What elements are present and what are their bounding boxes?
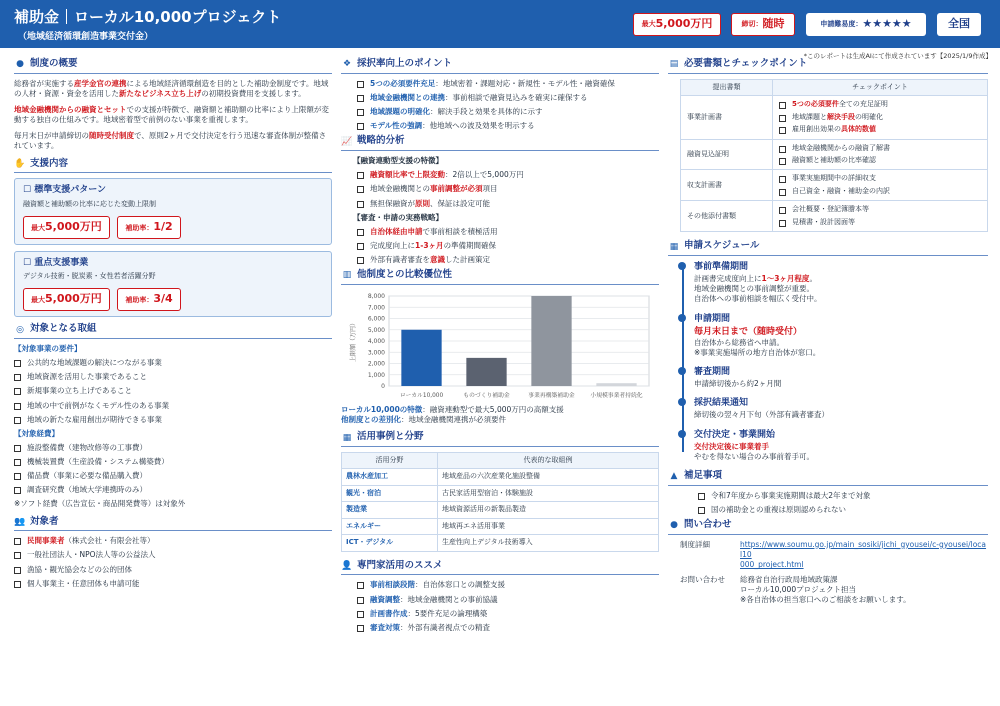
point-item: 5つの必須要件充足：地域密着・課題対応・新規性・モデル性・融資確保 bbox=[357, 79, 659, 89]
overview-paragraph-1: 総務省が実施する産学金官の連携による地域経済循環創造を目的とした補助金制度です。地域の人材・資源・資金を活用した新たなビジネス立ち上げの初期投資費用を支援します。 bbox=[14, 78, 329, 98]
checkbox[interactable] bbox=[357, 257, 364, 264]
people-icon: 👥 bbox=[14, 516, 26, 527]
comparison-line-1: ローカル10,000の特徴：融資連動型で最大5,000万円の高額支援 bbox=[341, 404, 564, 414]
x-tick-label: ローカル10,000 bbox=[399, 392, 444, 399]
checkbox[interactable] bbox=[14, 360, 21, 367]
grid-icon: ▦ bbox=[342, 432, 352, 443]
checkbox[interactable] bbox=[357, 186, 364, 193]
table-row: その他添付書類 会社概要・登記簿謄本等 見積書・設計図面等 bbox=[681, 201, 988, 232]
comparison-chart bbox=[341, 290, 659, 402]
strategy-item: 地域金融機関との事前調整が必須項目 bbox=[357, 184, 659, 194]
checkbox[interactable] bbox=[14, 445, 21, 452]
check-item: 雇用創出効果の具体的数値 bbox=[779, 125, 981, 134]
bulb-icon: ❖ bbox=[342, 59, 352, 70]
check-item: 地域課題と解決手段の明確化 bbox=[779, 113, 981, 122]
checkbox[interactable] bbox=[14, 388, 21, 395]
bar bbox=[596, 383, 636, 386]
timeline-step: 申請期間 毎月末日まで（随時受付） 自治体から総務省へ申請。 ※事業実施場所の地方自治体が窓口。 bbox=[694, 313, 988, 359]
detail-link[interactable]: https://www.soumu.go.jp/main_sosiki/jichi_gyousei/c-gyousei/local10 000_project.html bbox=[740, 539, 987, 570]
checkbox[interactable] bbox=[357, 95, 364, 102]
documents-col-check: チェックポイント bbox=[773, 79, 988, 95]
contact-heading: ● 問い合わせ bbox=[668, 519, 988, 535]
page-title: 補助金 ローカル10,000プロジェクト bbox=[14, 8, 282, 26]
warning-icon: ▲ bbox=[670, 471, 678, 482]
deadline-badge: 締切： 随時 bbox=[731, 13, 795, 36]
difficulty-badge: 申請難易度： ★★★★★ bbox=[806, 13, 926, 36]
applicants-heading: 👥 対象者 bbox=[14, 516, 332, 532]
checkbox[interactable] bbox=[779, 207, 786, 214]
expert-item: 計画書作成：5要件充足の論理構築 bbox=[357, 609, 659, 619]
checkbox[interactable] bbox=[14, 473, 21, 480]
check-item: 事業実施期間中の詳細収支 bbox=[779, 174, 981, 183]
x-tick-label: ものづくり補助金 bbox=[463, 392, 510, 399]
table-row: 製造業 地域資源活用の新製品製造 bbox=[342, 502, 659, 518]
schedule-heading: ▦ 申請スケジュール bbox=[668, 240, 988, 256]
contact-inquiry-row: お問い合わせ 総務省自治行政局地域政策課 ローカル10,000プロジェクト担当 ※各自治体の担当窓口へのご相談をお願いします。 bbox=[680, 575, 911, 605]
targets-heading: ◎ 対象となる取組 bbox=[14, 323, 332, 339]
pattern-amount: 最大5,000万円 bbox=[23, 288, 110, 311]
pattern-rate: 補助率：1/2 bbox=[117, 216, 180, 239]
point-item: 地域課題の明確化：解決手段と効果を具体的に示す bbox=[357, 107, 659, 117]
strategy-group-1: 【融資連動型支援の特徴】 bbox=[353, 156, 443, 166]
schedule-timeline bbox=[676, 261, 988, 462]
calendar-icon: ▦ bbox=[669, 241, 679, 252]
expense-item: 施設整備費（建物改修等の工事費） bbox=[14, 443, 332, 453]
checkbox[interactable] bbox=[357, 201, 364, 208]
x-tick-label: 小規模事業者持続化 bbox=[590, 392, 643, 399]
documents-table bbox=[680, 79, 988, 232]
pattern-title: ☐ 重点支援事業 bbox=[23, 257, 89, 268]
page-subtitle: （地域経済循環創造事業交付金） bbox=[18, 32, 154, 42]
checkbox[interactable] bbox=[14, 567, 21, 574]
cases-table bbox=[341, 452, 659, 552]
documents-heading: ▤ 必要書類とチェックポイント bbox=[668, 58, 988, 74]
table-row: 事業計画書 5つの必須要件全ての充足証明 地域課題と解決手段の明確化 雇用創出効果の具体的数値 bbox=[681, 96, 988, 139]
checkbox[interactable] bbox=[357, 611, 364, 618]
overview-heading: ● 制度の概要 bbox=[14, 58, 332, 74]
checkbox[interactable] bbox=[14, 459, 21, 466]
strategy-heading: 📈 戦略的分析 bbox=[341, 135, 659, 151]
checkbox[interactable] bbox=[357, 597, 364, 604]
support-pattern-standard bbox=[14, 178, 332, 244]
cases-heading: ▦ 活用事例と分野 bbox=[341, 431, 659, 447]
y-tick-label: 3,000 bbox=[367, 349, 385, 357]
checkbox[interactable] bbox=[779, 176, 786, 183]
table-row: 観光・宿泊 古民家活用型宿泊・体験施設 bbox=[342, 485, 659, 501]
support-heading: ✋ 支援内容 bbox=[14, 158, 332, 174]
target-icon: ◎ bbox=[16, 324, 24, 335]
timeline-dot bbox=[678, 367, 686, 375]
points-heading: ❖ 採択率向上のポイント bbox=[341, 58, 659, 74]
column-left bbox=[14, 58, 332, 593]
expense-note: ※ソフト経費（広告宣伝・商品開発費等）は対象外 bbox=[14, 499, 186, 509]
comparison-heading: ▥ 他制度との比較優位性 bbox=[341, 269, 659, 285]
expert-item: 審査対策：外部有識者視点での精査 bbox=[357, 623, 659, 633]
document-icon: ▤ bbox=[669, 59, 679, 70]
points-list bbox=[341, 79, 659, 132]
expense-item: 調査研究費（地域大学連携時のみ） bbox=[14, 485, 332, 495]
checkbox[interactable] bbox=[357, 172, 364, 179]
check-item: 会社概要・登記簿謄本等 bbox=[779, 205, 981, 214]
column-right bbox=[668, 58, 988, 611]
comparison-line-2: 他制度との差別化：地域金融機関連携が必須要件 bbox=[341, 415, 506, 425]
strategy-item: 完成度向上に1-3ヶ月の準備期間確保 bbox=[357, 241, 659, 251]
table-row: エネルギー 地域再エネ活用事業 bbox=[342, 518, 659, 534]
y-tick-label: 2,000 bbox=[367, 360, 385, 368]
checkbox[interactable] bbox=[698, 493, 705, 500]
checkbox[interactable] bbox=[14, 552, 21, 559]
expense-item: 機械装置費（生産設備・システム構築費） bbox=[14, 457, 332, 467]
bar bbox=[531, 296, 571, 386]
support-pattern-priority bbox=[14, 251, 332, 317]
y-tick-label: 1,000 bbox=[367, 371, 385, 379]
bar-chart-icon: ▥ bbox=[342, 270, 352, 281]
column-middle bbox=[341, 58, 659, 637]
checkbox[interactable] bbox=[357, 109, 364, 116]
timeline-step: 審査期間 申請締切後から約2ヶ月間 bbox=[694, 366, 988, 389]
expense-item: 備品費（事業に必要な備品購入費） bbox=[14, 471, 332, 481]
checkbox[interactable] bbox=[14, 538, 21, 545]
checkbox[interactable] bbox=[14, 581, 21, 588]
max-amount-badge: 最大 5,000万円 bbox=[633, 13, 721, 36]
check-item: 見積書・設計図面等 bbox=[779, 218, 981, 227]
strategy-item: 融資額比率で上限変動：2倍以上で5,000万円 bbox=[357, 170, 659, 180]
table-row: ICT・デジタル 生産性向上デジタル技術導入 bbox=[342, 535, 659, 551]
y-axis-label: 上限額（万円） bbox=[350, 319, 357, 362]
checkbox[interactable] bbox=[357, 81, 364, 88]
checkbox[interactable] bbox=[357, 625, 364, 632]
y-tick-label: 5,000 bbox=[367, 326, 385, 334]
table-row: 農林水産加工 地域産品の六次産業化施設整備 bbox=[342, 469, 659, 485]
bar bbox=[401, 330, 441, 386]
y-tick-label: 7,000 bbox=[367, 304, 385, 312]
info-icon: ● bbox=[16, 59, 24, 70]
timeline-dot bbox=[678, 314, 686, 322]
supplement-list bbox=[668, 491, 988, 515]
supplement-item: 国の補助金との重複は原則認められない bbox=[698, 505, 988, 515]
supplement-item: 令和7年度から事業実施期間は最大2年まで対象 bbox=[698, 491, 988, 501]
checkbox[interactable] bbox=[779, 102, 786, 109]
applicant-item: 個人事業主・任意団体も申請可能 bbox=[14, 579, 332, 589]
requirement-item: 新規事業の立ち上げであること bbox=[14, 386, 332, 396]
y-tick-label: 0 bbox=[381, 382, 385, 390]
requirement-item: 地域の新たな雇用創出が期待できる事業 bbox=[14, 415, 332, 425]
checkbox[interactable] bbox=[357, 582, 364, 589]
checkbox[interactable] bbox=[14, 417, 21, 424]
requirements-heading: 【対象事業の要件】 bbox=[14, 344, 82, 354]
checkbox[interactable] bbox=[14, 403, 21, 410]
cases-col-example: 代表的な取組例 bbox=[438, 453, 659, 469]
check-item: 融資額と補助額の比率確認 bbox=[779, 156, 981, 165]
ai-note: *このレポートは生成AIにて作成されています【2025/1/9作成】 bbox=[803, 52, 992, 60]
table-row: 収支計画書 事業実施期間中の詳細収支 自己資金・融資・補助金の内訳 bbox=[681, 170, 988, 201]
timeline-dot bbox=[678, 430, 686, 438]
timeline-dot bbox=[678, 262, 686, 270]
strategy-item: 外部有識者審査を意識した計画策定 bbox=[357, 255, 659, 265]
cases-col-field: 活用分野 bbox=[342, 453, 438, 469]
checkbox[interactable] bbox=[14, 487, 21, 494]
supplement-heading: ▲ 補足事項 bbox=[668, 470, 988, 486]
overview-paragraph-3: 毎月末日が申請締切の随時受付制度で、原則2ヶ月で交付決定を行う迅速な審査体制が整備されています。 bbox=[14, 131, 327, 151]
strategy-group-2: 【審査・申請の実務戦略】 bbox=[353, 212, 443, 222]
checkbox[interactable] bbox=[357, 243, 364, 250]
strategy-item: 無担保融資が原則、保証は設定可能 bbox=[357, 199, 659, 209]
y-tick-label: 6,000 bbox=[367, 315, 385, 323]
applicant-item: 民間事業者 （株式会社・有限会社等） bbox=[14, 536, 332, 546]
timeline-line bbox=[682, 267, 684, 452]
overview-paragraph-2: 地域金融機関からの融資とセットでの支援が特徴で、融資額と補助額の比率により上限額が変動する独自の仕組みです。地域密着型で前例のない事業を重視します。 bbox=[14, 105, 329, 125]
checkbox[interactable] bbox=[779, 189, 786, 196]
checkbox[interactable] bbox=[14, 374, 21, 381]
expert-item: 事前相談段階：自治体窓口との調整支援 bbox=[357, 580, 659, 590]
y-tick-label: 8,000 bbox=[367, 292, 385, 300]
strategy-item: 自治体経由申請で事前相談を積極活用 bbox=[357, 227, 659, 237]
timeline-step: 採択結果通知 締切後の翌々月下旬（外部有識者審査） bbox=[694, 397, 988, 420]
applicant-item: 漁協・観光協会などの公的団体 bbox=[14, 565, 332, 575]
checkbox[interactable] bbox=[357, 229, 364, 236]
check-item: 5つの必須要件全ての充足証明 bbox=[779, 100, 981, 109]
documents-col-doc: 提出書類 bbox=[681, 79, 773, 95]
expenses-heading: 【対象経費】 bbox=[14, 428, 59, 438]
checkbox[interactable] bbox=[698, 507, 705, 514]
point-item: 地域金融機関との連携：事前相談で融資見込みを確実に確保する bbox=[357, 93, 659, 103]
applicant-item: 一般社団法人・NPO法人等の公益法人 bbox=[14, 550, 332, 560]
checkbox[interactable] bbox=[357, 123, 364, 130]
experts-list bbox=[341, 580, 659, 633]
handshake-icon: ✋ bbox=[14, 158, 26, 169]
checkbox[interactable] bbox=[779, 127, 786, 134]
pattern-title: ☐ 標準支援パターン bbox=[23, 185, 107, 196]
checkbox[interactable] bbox=[779, 158, 786, 165]
requirement-item: 地域資源を活用した事業であること bbox=[14, 372, 332, 382]
pattern-amount: 最大5,000万円 bbox=[23, 216, 110, 239]
pattern-desc: 融資額と補助額の比率に応じた変動上限制 bbox=[23, 199, 156, 208]
checkbox[interactable] bbox=[779, 146, 786, 153]
chart-line-icon: 📈 bbox=[341, 136, 353, 147]
checkbox[interactable] bbox=[779, 220, 786, 227]
table-row: 融資見込証明 地域金融機関からの融資了解書 融資額と補助額の比率確認 bbox=[681, 139, 988, 170]
contact-detail-row: 制度詳細 https://www.soumu.go.jp/main_sosiki/jichi_gyousei/c-gyousei/local10 000_project.html bbox=[680, 539, 987, 570]
timeline-step: 事前準備期間 計画書完成度向上に1〜3ヶ月程度。 地域金融機関との事前調整が重要。 自治体への事前相談を幅広く受付中。 bbox=[694, 261, 988, 305]
check-item: 地域金融機関からの融資了解書 bbox=[779, 144, 981, 153]
person-icon: 👤 bbox=[341, 560, 353, 571]
x-tick-label: 事業再構築補助金 bbox=[528, 392, 575, 399]
expert-item: 融資調整：地域金融機関との事前協議 bbox=[357, 595, 659, 605]
y-tick-label: 4,000 bbox=[367, 337, 385, 345]
experts-heading: 👤 専門家活用のススメ bbox=[341, 560, 659, 576]
requirement-item: 公共的な地域課題の解決につながる事業 bbox=[14, 358, 332, 368]
bar bbox=[466, 358, 506, 386]
header-bar bbox=[0, 0, 1000, 48]
timeline-step: 交付決定・事業開始 交付決定後に事業着手 やむを得ない場合のみ事前着手可。 bbox=[694, 429, 988, 462]
point-item: モデル性の強調：他地域への波及効果を明示する bbox=[357, 121, 659, 131]
area-badge: 全国 bbox=[937, 13, 981, 36]
pattern-rate: 補助率：3/4 bbox=[117, 288, 180, 311]
timeline-dot bbox=[678, 398, 686, 406]
requirement-item: 地域の中で前例がなくモデル性のある事業 bbox=[14, 401, 332, 411]
contact-body bbox=[668, 540, 988, 606]
pattern-desc: デジタル技術・脱炭素・女性若者活躍分野 bbox=[23, 271, 156, 280]
checkbox[interactable] bbox=[779, 115, 786, 122]
check-item: 自己資金・融資・補助金の内訳 bbox=[779, 187, 981, 196]
strategy-body bbox=[341, 156, 659, 265]
question-icon: ● bbox=[670, 520, 678, 531]
